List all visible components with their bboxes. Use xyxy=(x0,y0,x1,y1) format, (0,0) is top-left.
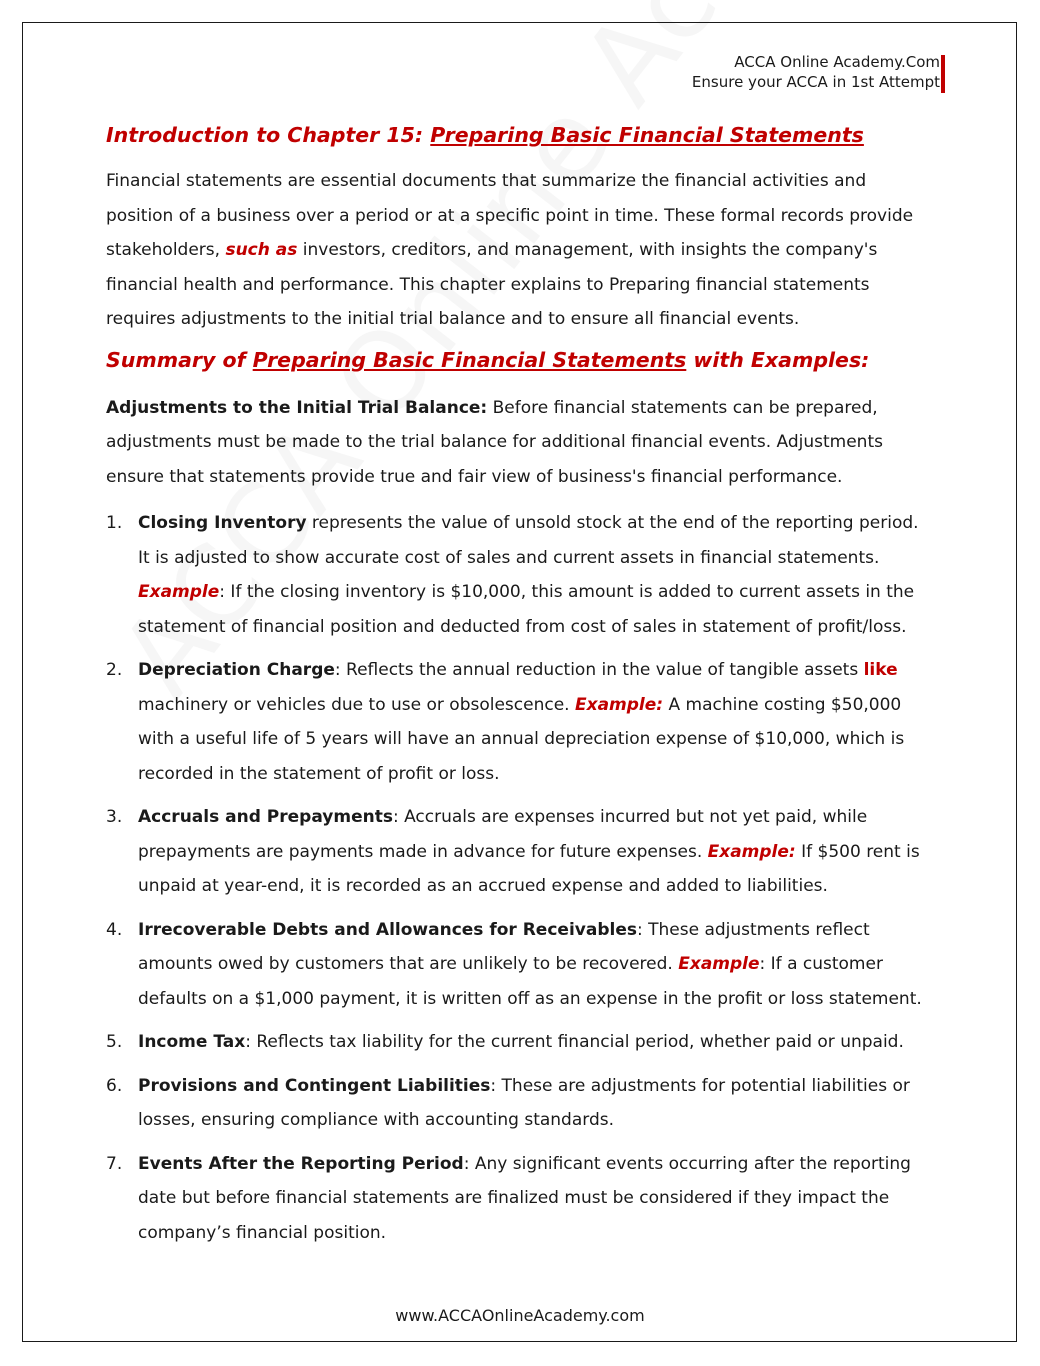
list-item-title: Events After the Reporting Period xyxy=(138,1153,464,1174)
list-item-example-label: Example: xyxy=(707,841,796,862)
list-item-title: Closing Inventory xyxy=(138,513,307,533)
header-accent-bar xyxy=(941,55,945,93)
list-item-example-label: Example xyxy=(138,582,220,602)
list-item-example-text: If $500 rent is unpaid at year-end, it is recorded as an accrued expense and added to liabilities. xyxy=(138,841,920,896)
summary-heading xyxy=(106,341,926,379)
list-item-number: 1. xyxy=(106,513,123,533)
intro-heading-link[interactable]: Preparing Basic Financial Statements xyxy=(430,123,864,147)
list-item-text: : These adjustments reflect amounts owed by customers that are unlikely to be recovered. xyxy=(138,919,870,974)
list-item xyxy=(106,1025,926,1060)
list-item-text: : Reflects the annual reduction in the value of tangible assets xyxy=(334,660,864,680)
list-item xyxy=(106,800,926,904)
list-item-number: 3. xyxy=(106,807,123,827)
intro-paragraph xyxy=(106,164,926,337)
list-item-title: Income Tax xyxy=(138,1032,246,1052)
intro-emphasis: such as xyxy=(225,240,298,260)
list-item-title: Provisions and Contingent Liabilities xyxy=(138,1075,491,1096)
list-item-example-text: A machine costing $50,000 with a useful life of 5 years will have an annual depreciation expense of $10,000, which is recorded in the statement of profit or loss. xyxy=(138,694,905,784)
list-item-number: 2. xyxy=(106,660,123,680)
summary-heading-link[interactable]: Preparing Basic Financial Statements xyxy=(252,347,687,372)
list-item-number: 7. xyxy=(106,1153,123,1174)
list-item xyxy=(106,1147,926,1251)
list-item xyxy=(106,506,926,644)
list-item-emphasis: like xyxy=(863,660,898,680)
list-item-number: 6. xyxy=(106,1075,123,1096)
list-item-title: Accruals and Prepayments xyxy=(138,807,393,827)
summary-heading-suffix: with Examples: xyxy=(686,347,870,372)
page-header xyxy=(692,52,940,92)
adjustments-list xyxy=(106,506,926,1250)
list-item-text-continued: machinery or vehicles due to use or obsolescence. xyxy=(138,694,575,715)
page-footer-url[interactable]: www.ACCAOnlineAcademy.com xyxy=(395,1306,645,1325)
list-item-text: : Accruals are expenses incurred but not yet paid, while prepayments are payments made in advance for future expenses. xyxy=(138,807,868,862)
intro-text-1: Financial statements are essential documents that summarize the financial activities and position of a business over a period or at a specific point in time. These formal records provide stakeholders, xyxy=(106,171,914,260)
document-body xyxy=(106,116,926,1259)
summary-lead-paragraph xyxy=(106,391,926,495)
list-item-text: : Any significant events occurring after the reporting date but before financial statements are finalized must be considered if they impact the company’s financial position. xyxy=(138,1153,911,1243)
list-item-text: : These are adjustments for potential liabilities or losses, ensuring compliance with accounting standards. xyxy=(138,1075,910,1130)
intro-heading xyxy=(106,116,926,154)
list-item-number: 4. xyxy=(106,919,123,940)
header-tagline: Ensure your ACCA in 1st Attempt xyxy=(691,73,940,91)
list-item xyxy=(106,913,926,1017)
intro-heading-prefix: Introduction to Chapter 15: xyxy=(106,123,431,147)
intro-text-2: investors, creditors, and management, with insights the company's financial health and performance. This chapter explains to Preparing financial statements requires adjustments to the initial trial balance and to ensure all financial events. xyxy=(106,240,878,329)
list-item-example-text: : If a customer defaults on a $1,000 payment, it is written off as an expense in the profit or loss statement. xyxy=(138,954,922,1009)
list-item-example-label: Example: xyxy=(574,694,664,715)
list-item-text: represents the value of unsold stock at the end of the reporting period. It is adjusted to show accurate cost of sales and current assets in financial statements. xyxy=(138,513,919,568)
list-item-text: : Reflects tax liability for the current financial period, whether paid or unpaid. xyxy=(245,1032,904,1052)
list-item xyxy=(106,1069,926,1138)
list-item-title: Depreciation Charge xyxy=(138,660,335,680)
header-site-name: ACCA Online Academy.Com xyxy=(734,53,940,71)
list-item-title: Irrecoverable Debts and Allowances for Receivables xyxy=(138,919,637,940)
summary-lead-bold: Adjustments to the Initial Trial Balance: xyxy=(106,397,488,418)
summary-heading-prefix: Summary of xyxy=(106,347,253,372)
list-item-example-text: : If the closing inventory is $10,000, this amount is added to current assets in the statement of financial position and deducted from cost of sales in statement of profit/loss. xyxy=(138,582,915,637)
summary-lead-text: Before financial statements can be prepared, adjustments must be made to the trial balance for additional financial events. Adjustments ensure that statements provide true and fair view of business's financial performance. xyxy=(106,397,883,487)
list-item xyxy=(106,653,926,791)
list-item-number: 5. xyxy=(106,1032,123,1052)
list-item-example-label: Example xyxy=(678,954,760,974)
